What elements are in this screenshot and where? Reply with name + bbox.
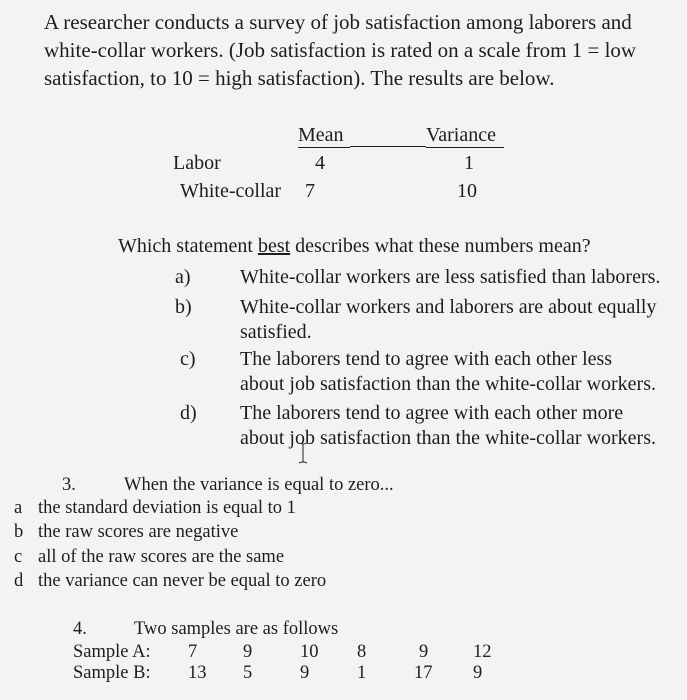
option-c-line-2: about job satisfaction than the white-collar workers. xyxy=(240,373,656,395)
q3-option-b-text: the raw scores are negative xyxy=(38,522,239,542)
option-c-line-1: The laborers tend to agree with each other less xyxy=(240,348,613,370)
question-4-prompt: Two samples are as follows xyxy=(134,619,339,639)
prompt-text: Which statement xyxy=(118,235,258,257)
q3-option-b-letter: b xyxy=(14,522,24,542)
q3-option-a-text: the standard deviation is equal to 1 xyxy=(38,498,296,518)
option-b-letter: b) xyxy=(175,296,192,318)
question-3-number: 3. xyxy=(62,475,76,495)
sample-a-value: 9 xyxy=(419,642,429,662)
sample-a-label: Sample A: xyxy=(73,642,151,662)
question-4-number: 4. xyxy=(73,619,87,639)
intro-line-2: white-collar workers. (Job satisfaction is rated on a scale from 1 = low xyxy=(44,38,637,62)
i-beam-icon xyxy=(298,442,308,464)
sample-b-label: Sample B: xyxy=(73,663,151,683)
option-c-text xyxy=(240,347,656,397)
option-a-letter: a) xyxy=(175,266,191,288)
option-a-text xyxy=(240,265,660,290)
option-d-line-1: The laborers tend to agree with each other more xyxy=(240,402,624,424)
option-b-text xyxy=(240,295,656,345)
sample-a-value: 12 xyxy=(473,642,492,662)
sample-a-value: 10 xyxy=(300,642,319,662)
option-b-line-2: satisfied. xyxy=(240,321,312,343)
sample-b-value: 9 xyxy=(300,663,310,683)
white-collar-variance: 10 xyxy=(457,180,477,202)
mean-header: Mean xyxy=(298,123,350,148)
option-a-line-1: White-collar workers are less satisfied than laborers. xyxy=(240,266,661,288)
row-label-labor: Labor xyxy=(173,152,221,174)
question-3-prompt: When the variance is equal to zero... xyxy=(124,475,394,495)
sample-b-value: 13 xyxy=(188,663,207,683)
q3-option-a-letter: a xyxy=(14,498,23,518)
option-b-line-1: White-collar workers and laborers are about equally xyxy=(240,296,657,318)
question-2-prompt xyxy=(118,235,591,258)
sample-a-value: 9 xyxy=(243,642,253,662)
labor-mean: 4 xyxy=(315,152,325,174)
intro-line-1: A researcher conducts a survey of job satisfaction among laborers and xyxy=(44,10,632,34)
text-cursor-icon xyxy=(298,442,308,469)
sample-b-value: 1 xyxy=(357,663,367,683)
intro-paragraph xyxy=(44,8,636,92)
q3-option-c-text: all of the raw scores are the same xyxy=(38,547,285,567)
sample-b-value: 17 xyxy=(414,663,433,683)
prompt-emphasis: best xyxy=(257,235,291,257)
white-collar-mean: 7 xyxy=(305,180,315,202)
intro-line-3: satisfaction, to 10 = high satisfaction). The results are below. xyxy=(44,66,555,90)
option-c-letter: c) xyxy=(180,348,196,370)
q3-option-d-text: the variance can never be equal to zero xyxy=(38,571,327,591)
variance-header: Variance xyxy=(426,123,504,148)
sample-b-value: 9 xyxy=(473,663,483,683)
option-d-letter: d) xyxy=(180,402,197,424)
q3-option-d-letter: d xyxy=(14,571,24,591)
q3-option-c-letter: c xyxy=(14,547,23,567)
labor-variance: 1 xyxy=(464,152,474,174)
sample-a-value: 7 xyxy=(188,642,198,662)
row-label-white-collar: White-collar xyxy=(180,180,282,202)
sample-b-value: 5 xyxy=(243,663,253,683)
header-underline xyxy=(350,146,426,147)
option-d-line-2: about job satisfaction than the white-collar workers. xyxy=(240,427,656,449)
prompt-text-end: describes what these numbers mean? xyxy=(290,235,591,257)
sample-a-value: 8 xyxy=(357,642,367,662)
